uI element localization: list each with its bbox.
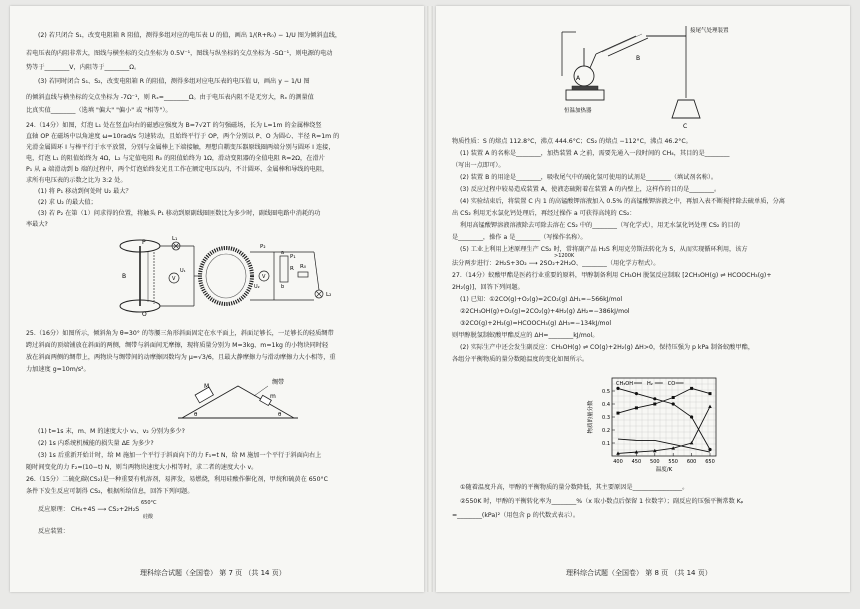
page-fold [427,6,433,592]
text-line: 比真实值________（选填 "偏大" "偏小" 或 "相等"）。 [26,107,172,114]
text-line: 势等于________V，内阻等于________Ω。 [26,64,141,71]
text-line: 法分两步进行：2H₂S+3O₂ ⟶ 2SO₂+2H₂O、________（用化学方程式）。 [452,260,660,267]
y-tick-label: 0.1 [602,441,610,447]
reaction-apparatus-label: 反应装置： [38,528,69,535]
data-point [617,412,620,415]
data-point [690,441,694,444]
text-line: =________(kPa)²（用包含 p 的代数式表示）。 [452,512,580,519]
label-O: O [142,311,147,318]
data-point [672,396,675,399]
data-point [690,387,693,390]
x-tick-label: 550 [668,459,678,465]
text-line: 是________，操作 a 是________（写操作名称）。 [452,234,587,241]
label-theta-left: θ [194,412,198,418]
data-point [616,387,619,390]
data-point [653,403,656,406]
text-line: (2) 装置 B 的用途是________，吸收尾气中的硫化氢可使用的试剂是________（填试剂名称）。 [460,174,718,181]
data-point [635,392,638,395]
data-point [672,402,675,405]
text-line: (4) 实验结束后，将装置 C 内 1 的高锰酸钾溶液加入 0.5% 的高锰酸钾溶液之中，再加入表不断搅拌除去硫单质，分离 [460,198,785,205]
y-tick-label: 0.4 [602,402,610,408]
label-tail-gas: 接尾气处理装置 [690,28,729,34]
text-line: (1) 将 P₁ 移动到何处时 U₂ 最大？ [38,188,132,195]
x-axis-label: 温度/K [655,467,673,473]
x-tick-label: 600 [686,459,697,465]
label-theta-right: θ [278,412,282,418]
plot-frame [612,378,716,456]
label-L1: L₁ [172,236,178,242]
reaction-condition-bottom: 硅酸 [143,514,154,520]
y-tick-label: 0.2 [602,428,610,434]
label-P2: P₂ [260,244,266,250]
text-line: ②550K 时，甲醇的平衡转化率为________%（x 取小数点后保留 1 位数字）；副反应的压强平衡常数 Kₚ [460,498,744,505]
label-m: m [270,393,276,400]
incline-diagram [178,376,298,424]
apparatus-diagram [536,14,736,132]
text-line: 物质性质：S 的熔点 112.8°C，沸点 444.6°C；CS₂ 的熔点 −112°C，沸点 46.2°C。 [452,138,692,145]
data-point [708,405,712,408]
data-point [653,397,656,400]
data-point [690,415,693,418]
text-line: (2) 若只闭合 S₁，改变电阻箱 R 阻值，测得多组对应的电压表 U 的值，画出 1/(R+R₀) − 1/U 图为倾斜直线， [38,32,342,39]
legend-entry: CH₃OH [616,381,633,387]
voltmeter-V1-label: V [172,276,176,282]
legend-entry: H₂ [647,381,653,387]
reaction-condition-top-right: >1200K [554,253,575,259]
label-U1: U₁ [180,268,186,274]
text-line: 求所有电压表的示数之比为 3:2 处。 [26,177,127,184]
data-point [708,448,711,451]
label-L2: L₂ [326,292,332,298]
text-line: 光滑金属圆环 I 与棒平行于水平放置，分别与金属棒上下端接触，理想自耦变压器原线圈两端分别与圆环 I 连接， [26,144,335,151]
label-C: C [683,123,688,130]
y-tick-label: 0.3 [602,415,610,421]
text-line: (2) 实际生产中还会发生副反应：CH₃OH(g) ⇌ CO(g)+2H₂(g) ΔH>0，保持压强为 p kPa 制备蚁酸甲酯， [460,344,755,351]
page-footer-right: 理科综合试题（全国卷） 第 8 页 （共 14 页） [566,569,712,577]
label-band: 绸带 [272,379,285,386]
x-tick-label: 650 [705,459,715,465]
text-line: 率最大? [26,221,48,228]
question-24-stem: 24.（14分）如图，灯泡 L₁ 处在竖直向右的磁感应强度为 B=7√2T 的匀强磁场，长为 L=1m 的金属棒绕竖 [26,122,322,129]
label-R: R [290,266,294,272]
text-line: (1) 装置 A 的名称是________，加热装置 A 之前，需要先通入一段时间的 CH₄，其目的是________ [460,150,730,157]
text-line: ②2CH₃OH(g)+O₂(g)=2CO₂(g)+4H₂(g) ΔH₂=−386kJ/mol [460,308,630,315]
label-M: M [204,383,210,390]
label-U2: U₂ [254,284,260,290]
text-line: 力加速度 g=10m/s²。 [26,366,90,373]
data-point [709,392,712,395]
label-P: P [142,239,146,246]
text-line: 电，灯泡 L₁ 的阻值始终为 4Ω，L₂ 与定值电阻 R₀ 的阻值始终为 1Ω，滑动变阻器的全值电阻 R=2Ω，在滑片 [26,155,325,162]
text-line: 2H₂(g)]，回答下列问题。 [452,284,524,291]
label-B-apparatus: B [636,55,641,62]
text-line: 出 CS₂ 利用无水氯化钙处理后，再经过操作 a 可获得高纯的 CS₂： [452,210,636,217]
reaction-condition-top: 650°C [141,500,157,506]
label-P1: P₁ [290,254,296,260]
text-line: (1) t=1s 末，m、M 的速度大小 v₁、v₂ 分别为多少? [38,428,185,435]
text-line: 直轴 OP 在磁场中以角速度 ω=10rad/s 匀速转动，且始终平行于 OP，两个分别以 P、O 为圆心、半径 R=1m 的 [26,133,340,140]
text-line: 利用高锰酸钾溶液溶液除去可除去溶在 CS₂ 中的________（写化学式），用无水氯化钙处理 CS₂ 的目的 [460,222,740,229]
y-tick-label: 0.5 [602,389,610,395]
text-line: (3) 若 P₂ 在第（1）问求得的位置，将触头 P₁ 移动到原副线圈匝数比为多少时，副线圈电路中消耗的功 [38,210,321,217]
question-27-stem: 27.（14分）蚁酸甲酯是医药行业重要的原料，甲醇制备利用 CH₃OH 脱氢反应制取 [2CH₃OH(g) ⇌ HCOOCH₃(g)+ [452,272,772,279]
text-line: （写出一点即可）。 [452,162,505,169]
text-line: P₁ 从 a 端滑动到 b 端的过程中，两个灯泡始终发光且工作在额定电压以内，不计圆环、金属棒和导线的电阻， [26,166,329,173]
label-heater: 恒温加热器 [564,108,592,114]
text-line: 的倾斜直线与横坐标的交点坐标为 -7Ω⁻¹，则 Rₓ=________Ω。由于电压表内阻不是无穷大，Rₓ 的测量值 [26,94,314,101]
question-25-stem: 25.（16分）如图所示，倾斜角为 θ=30° 的等腰三角形斜面固定在水平面上，斜面足够长，一足够长的轻质绸带 [26,330,334,337]
label-a: a [281,250,285,256]
question-26-stem: 26.（15分）二硫化碳(CS₂)是一种重要有机溶剂，易挥发，易燃烧，利用硅酸作催化剂，甲烷和硫黄在 650°C [26,476,328,483]
legend-entry: CO [667,381,676,387]
mole-fraction-chart [586,368,726,476]
text-line: 条件下发生反应可制得 CS₂，根据所给信息，回答下列问题。 [26,488,194,495]
text-line: 跨过斜面的顶端铺放在斜面的两侧，绸带与斜面间无摩擦，现将质量分别为 M=3kg、m=1kg 的小物块同时轻 [26,342,329,349]
text-line: (5) 工业上利用上述原理生产 CS₂ 时，常将副产品 H₂S 利用克劳斯法转化为 S，从而实现循环利用，该方 [460,246,748,253]
text-line: (3) 若同时闭合 S₁、S₂，改变电阻箱 R 的阻值，测得多组对应电压表的电压值 U，画出 y − 1/U 图 [38,78,310,85]
right-exam-page [436,6,850,592]
data-point [635,406,638,409]
x-tick-label: 500 [650,459,660,465]
text-line: 各组分平衡物质的量分数随温度的变化如图所示。 [452,356,589,363]
text-line: (3) 1s 后重新开始计时，给 M 施加一个平行于斜面向下的力 F₁=t N，给 M 施加一个平行于斜面向右上 [38,452,322,459]
text-line: 则甲醇脱氢制蚁酸甲酯反应的 ΔH=________kJ/mol。 [452,332,599,339]
text-line: (2) 求 U₂ 的最大值； [38,199,97,206]
text-line: 放在斜面两侧的绸带上，两物块与绸带间的动摩擦因数均为 μ=√3/6，且最大静摩擦力与滑动摩擦力大小相等，重 [26,354,336,361]
page-footer-left: 理科综合试题（全国卷） 第 7 页 （共 14 页） [140,569,286,577]
voltmeter-V2-label: V [262,274,266,280]
left-exam-page [10,6,424,592]
text-line: ③2CO(g)+2H₂(g)=HCOOCH₃(g) ΔH₃=−134kJ/mol [460,320,612,327]
label-R0: R₀ [300,264,307,270]
text-line: (3) 反应过程中较易造成装置 A，使液态硫附着在装置 A 的内壁上，这样作的目的是________。 [460,186,721,193]
text-line: (1) 已知：①2CO(g)+O₂(g)=2CO₂(g) ΔH₁=−566kJ/mol [460,296,623,303]
x-tick-label: 450 [631,459,642,465]
label-b: b [281,284,285,290]
label-B: B [122,273,127,280]
y-axis-label: 物质的量分数 [588,400,594,434]
text-line: 若电压表的内阻非常大，图线与横坐标的交点坐标为 0.5V⁻¹，图线与纵坐标的交点坐标为 -5Ω⁻¹，则电源的电动 [26,50,333,57]
text-line: (2) 1s 内系统机械能的损失量 ΔE 为多少? [38,440,154,447]
series-line-2 [618,407,710,454]
x-tick-label: 400 [613,459,623,465]
text-line: ①随着温度升高，甲醇的平衡物质的量分数降低，其主要原因是________________。 [460,484,689,491]
text-line: 随时间变化的力 F₂=(10−t) N，则当两物块速度大小相等时，求二者的速度大小 v。 [26,464,258,471]
label-A: A [576,75,581,82]
circuit-diagram [114,232,344,324]
reaction-principle: 反应原理： CH₄+4S ⟶ CS₂+2H₂S [38,506,140,513]
